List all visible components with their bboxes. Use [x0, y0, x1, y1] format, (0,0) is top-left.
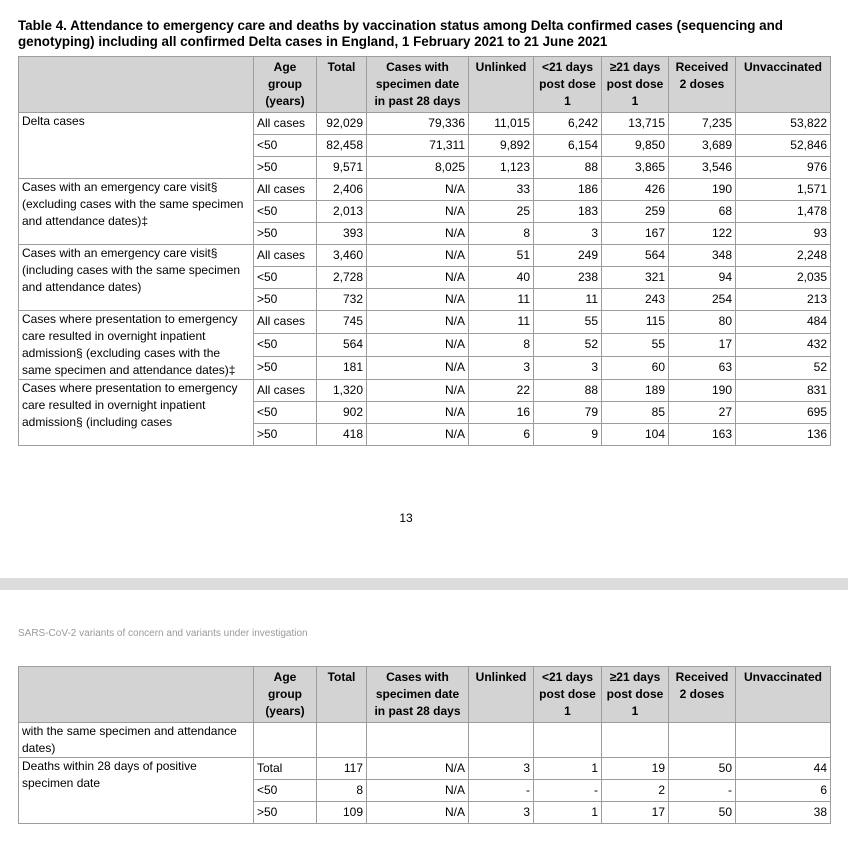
- value-cell: 2,013: [317, 201, 367, 223]
- value-cell: 11: [469, 289, 534, 311]
- value-cell: 484: [736, 311, 831, 334]
- value-cell: 94: [669, 267, 736, 289]
- value-cell: 1: [534, 758, 602, 780]
- value-cell: 9,571: [317, 157, 367, 179]
- row-group-label: Deaths within 28 days of positive specimen date: [19, 758, 254, 824]
- table-row: [19, 758, 831, 780]
- value-cell: 564: [317, 334, 367, 357]
- value-cell: 9: [534, 424, 602, 446]
- value-cell: N/A: [367, 402, 469, 424]
- row-group-label: Cases where presentation to emergency care resulted in overnight inpatient admission§ (including cases: [19, 380, 254, 446]
- value-cell: N/A: [367, 334, 469, 357]
- row-group-label: Cases where presentation to emergency care resulted in overnight inpatient admission§ (excluding cases with the same specimen and attendance dates)‡: [19, 311, 254, 380]
- value-cell: N/A: [367, 245, 469, 267]
- value-cell: 2,406: [317, 179, 367, 201]
- value-cell: 238: [534, 267, 602, 289]
- value-cell: 13,715: [602, 113, 669, 135]
- table2-body: [19, 723, 831, 824]
- row-group-label: Delta cases: [19, 113, 254, 179]
- value-cell: N/A: [367, 802, 469, 824]
- header-specimen-28-days: Cases with specimen date in past 28 days: [367, 57, 469, 113]
- header-two-doses: Received 2 doses: [669, 57, 736, 113]
- value-cell: 2,728: [317, 267, 367, 289]
- header-age-group: Age group (years): [254, 667, 317, 723]
- header-blank-cell: [19, 57, 254, 113]
- value-cell: 40: [469, 267, 534, 289]
- value-cell: 44: [736, 758, 831, 780]
- age-group-cell: <50: [254, 201, 317, 223]
- header-lt21-days: <21 days post dose 1: [534, 667, 602, 723]
- value-cell: 3,865: [602, 157, 669, 179]
- value-cell: 3: [469, 758, 534, 780]
- value-cell: 6: [736, 780, 831, 802]
- value-cell: 88: [534, 157, 602, 179]
- value-cell: 243: [602, 289, 669, 311]
- value-cell: 115: [602, 311, 669, 334]
- value-cell: 213: [736, 289, 831, 311]
- value-cell: 348: [669, 245, 736, 267]
- value-cell: 38: [736, 802, 831, 824]
- value-cell: 9,850: [602, 135, 669, 157]
- value-cell: 8: [469, 223, 534, 245]
- empty-cell: [469, 723, 534, 758]
- value-cell: 85: [602, 402, 669, 424]
- row-group-label: Cases with an emergency care visit§ (excluding cases with the same specimen and attendance dates)‡: [19, 179, 254, 245]
- value-cell: 189: [602, 380, 669, 402]
- table-row: [19, 179, 831, 201]
- value-cell: 7,235: [669, 113, 736, 135]
- value-cell: 564: [602, 245, 669, 267]
- value-cell: 82,458: [317, 135, 367, 157]
- empty-cell: [317, 723, 367, 758]
- age-group-cell: All cases: [254, 179, 317, 201]
- age-group-cell: >50: [254, 802, 317, 824]
- value-cell: 167: [602, 223, 669, 245]
- value-cell: 3,460: [317, 245, 367, 267]
- value-cell: 52: [736, 357, 831, 380]
- value-cell: 22: [469, 380, 534, 402]
- empty-cell: [534, 723, 602, 758]
- value-cell: 8: [469, 334, 534, 357]
- value-cell: 109: [317, 802, 367, 824]
- attendance-table-continued: [18, 666, 831, 824]
- value-cell: 183: [534, 201, 602, 223]
- empty-cell: [367, 723, 469, 758]
- value-cell: 53,822: [736, 113, 831, 135]
- value-cell: 11: [534, 289, 602, 311]
- age-group-cell: <50: [254, 135, 317, 157]
- value-cell: 8,025: [367, 157, 469, 179]
- value-cell: 2,035: [736, 267, 831, 289]
- value-cell: N/A: [367, 179, 469, 201]
- empty-cell: [602, 723, 669, 758]
- value-cell: 3: [469, 357, 534, 380]
- value-cell: 104: [602, 424, 669, 446]
- header-ge21-days: ≥21 days post dose 1: [602, 57, 669, 113]
- table-title: Table 4. Attendance to emergency care and deaths by vaccination status among Delta confirmed cases (sequencing and genotyping) including all confirmed Delta cases in England, 1 February 2021 to 21 June 2021: [18, 18, 783, 49]
- continuation-row: [19, 723, 831, 758]
- value-cell: 831: [736, 380, 831, 402]
- value-cell: 163: [669, 424, 736, 446]
- age-group-cell: All cases: [254, 113, 317, 135]
- header-specimen-28-days: Cases with specimen date in past 28 days: [367, 667, 469, 723]
- age-group-cell: All cases: [254, 380, 317, 402]
- value-cell: 393: [317, 223, 367, 245]
- header-two-doses: Received 2 doses: [669, 667, 736, 723]
- value-cell: 92,029: [317, 113, 367, 135]
- continuation-label: with the same specimen and attendance dates): [19, 723, 254, 758]
- value-cell: 80: [669, 311, 736, 334]
- value-cell: 190: [669, 380, 736, 402]
- value-cell: 136: [736, 424, 831, 446]
- value-cell: 19: [602, 758, 669, 780]
- value-cell: 181: [317, 357, 367, 380]
- value-cell: 1,123: [469, 157, 534, 179]
- value-cell: 426: [602, 179, 669, 201]
- table-row: [19, 245, 831, 267]
- value-cell: 79,336: [367, 113, 469, 135]
- value-cell: -: [669, 780, 736, 802]
- value-cell: 6,154: [534, 135, 602, 157]
- value-cell: 190: [669, 179, 736, 201]
- age-group-cell: Total: [254, 758, 317, 780]
- value-cell: 88: [534, 380, 602, 402]
- value-cell: 432: [736, 334, 831, 357]
- value-cell: 17: [602, 802, 669, 824]
- header-unvaccinated: Unvaccinated: [736, 667, 831, 723]
- value-cell: 3: [534, 357, 602, 380]
- header-total: Total: [317, 57, 367, 113]
- value-cell: N/A: [367, 223, 469, 245]
- value-cell: N/A: [367, 201, 469, 223]
- value-cell: 695: [736, 402, 831, 424]
- value-cell: N/A: [367, 424, 469, 446]
- value-cell: 259: [602, 201, 669, 223]
- age-group-cell: <50: [254, 267, 317, 289]
- age-group-cell: >50: [254, 424, 317, 446]
- age-group-cell: <50: [254, 334, 317, 357]
- value-cell: 1,320: [317, 380, 367, 402]
- value-cell: 6: [469, 424, 534, 446]
- value-cell: 122: [669, 223, 736, 245]
- empty-cell: [254, 723, 317, 758]
- value-cell: 3,689: [669, 135, 736, 157]
- value-cell: 3: [534, 223, 602, 245]
- value-cell: -: [534, 780, 602, 802]
- running-head: SARS-CoV-2 variants of concern and variants under investigation: [18, 628, 308, 639]
- header-age-group: Age group (years): [254, 57, 317, 113]
- value-cell: 55: [602, 334, 669, 357]
- value-cell: 745: [317, 311, 367, 334]
- empty-cell: [669, 723, 736, 758]
- table-header-row: [19, 667, 831, 723]
- value-cell: 11,015: [469, 113, 534, 135]
- value-cell: 254: [669, 289, 736, 311]
- value-cell: 50: [669, 802, 736, 824]
- value-cell: -: [469, 780, 534, 802]
- value-cell: 71,311: [367, 135, 469, 157]
- value-cell: 1: [534, 802, 602, 824]
- header-lt21-days: <21 days post dose 1: [534, 57, 602, 113]
- header-unlinked: Unlinked: [469, 57, 534, 113]
- age-group-cell: >50: [254, 289, 317, 311]
- report-page-14: [0, 590, 848, 853]
- age-group-cell: <50: [254, 402, 317, 424]
- age-group-cell: <50: [254, 780, 317, 802]
- value-cell: 17: [669, 334, 736, 357]
- value-cell: 2: [602, 780, 669, 802]
- header-ge21-days: ≥21 days post dose 1: [602, 667, 669, 723]
- value-cell: 976: [736, 157, 831, 179]
- value-cell: 93: [736, 223, 831, 245]
- row-group-label: Cases with an emergency care visit§ (including cases with the same specimen and attendance dates): [19, 245, 254, 311]
- value-cell: 6,242: [534, 113, 602, 135]
- page-separator: [0, 578, 848, 590]
- header-total: Total: [317, 667, 367, 723]
- value-cell: 16: [469, 402, 534, 424]
- age-group-cell: All cases: [254, 245, 317, 267]
- value-cell: 27: [669, 402, 736, 424]
- value-cell: 79: [534, 402, 602, 424]
- table-header-row: [19, 57, 831, 113]
- value-cell: 11: [469, 311, 534, 334]
- value-cell: 1,571: [736, 179, 831, 201]
- value-cell: N/A: [367, 289, 469, 311]
- age-group-cell: >50: [254, 357, 317, 380]
- value-cell: 2,248: [736, 245, 831, 267]
- value-cell: 8: [317, 780, 367, 802]
- value-cell: 60: [602, 357, 669, 380]
- value-cell: 25: [469, 201, 534, 223]
- attendance-table: [18, 56, 831, 446]
- value-cell: 51: [469, 245, 534, 267]
- value-cell: 321: [602, 267, 669, 289]
- value-cell: 68: [669, 201, 736, 223]
- value-cell: 186: [534, 179, 602, 201]
- value-cell: 249: [534, 245, 602, 267]
- value-cell: 63: [669, 357, 736, 380]
- header-unlinked: Unlinked: [469, 667, 534, 723]
- value-cell: 55: [534, 311, 602, 334]
- value-cell: 117: [317, 758, 367, 780]
- value-cell: N/A: [367, 357, 469, 380]
- age-group-cell: All cases: [254, 311, 317, 334]
- value-cell: 50: [669, 758, 736, 780]
- value-cell: N/A: [367, 267, 469, 289]
- value-cell: 52,846: [736, 135, 831, 157]
- table-row: [19, 380, 831, 402]
- value-cell: 33: [469, 179, 534, 201]
- value-cell: N/A: [367, 380, 469, 402]
- table1-body: [19, 113, 831, 446]
- value-cell: 732: [317, 289, 367, 311]
- page-number: 13: [399, 511, 413, 525]
- empty-cell: [736, 723, 831, 758]
- value-cell: 9,892: [469, 135, 534, 157]
- header-blank-cell: [19, 667, 254, 723]
- value-cell: N/A: [367, 311, 469, 334]
- value-cell: 902: [317, 402, 367, 424]
- value-cell: N/A: [367, 780, 469, 802]
- header-unvaccinated: Unvaccinated: [736, 57, 831, 113]
- value-cell: 1,478: [736, 201, 831, 223]
- value-cell: 52: [534, 334, 602, 357]
- table-row: [19, 311, 831, 334]
- age-group-cell: >50: [254, 157, 317, 179]
- value-cell: N/A: [367, 758, 469, 780]
- value-cell: 3,546: [669, 157, 736, 179]
- table-row: [19, 113, 831, 135]
- value-cell: 3: [469, 802, 534, 824]
- value-cell: 418: [317, 424, 367, 446]
- age-group-cell: >50: [254, 223, 317, 245]
